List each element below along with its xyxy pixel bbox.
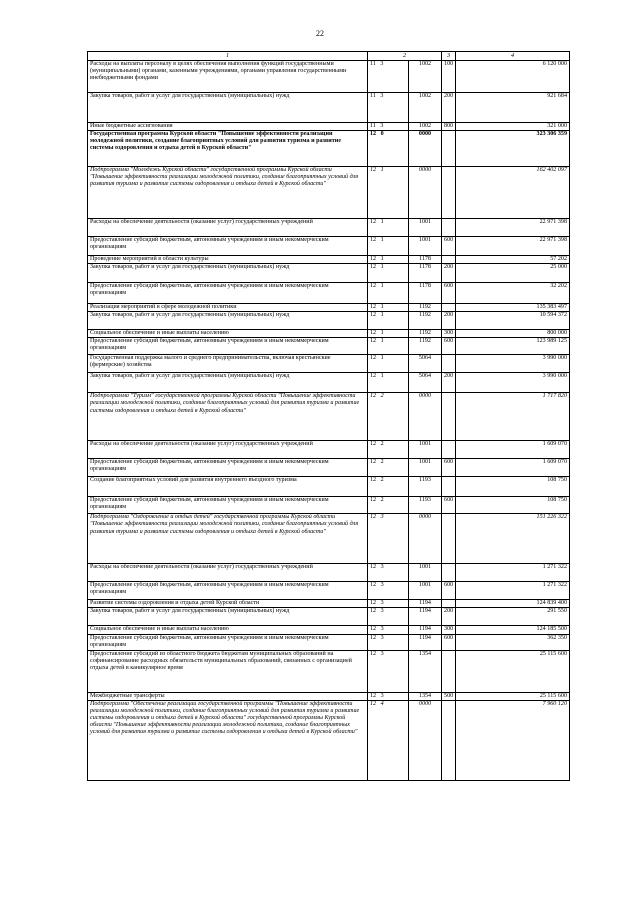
table-row (88, 123, 570, 131)
table-row (88, 61, 570, 93)
row-expense-type-cell (442, 219, 456, 237)
row-amount-cell: 7 960 120 (456, 700, 570, 780)
row-name-cell: Расходы на обеспечение деятельности (оказание услуг) государственных учреждений (88, 564, 368, 582)
row-program-code-cell: 12 1 (368, 264, 409, 283)
row-direction-code-cell: 1194 (409, 608, 442, 626)
row-direction-code-cell: 1354 (409, 650, 442, 692)
header-col-3: 3 (442, 52, 456, 61)
row-name-cell: Иные бюджетные ассигнования (88, 123, 368, 131)
row-amount-cell: 1 717 820 (456, 393, 570, 441)
row-expense-type-cell: 600 (442, 237, 456, 256)
table-row (88, 264, 570, 283)
row-name-cell: Закупка товаров, работ и услуг для государственных (муниципальных) нужд (88, 93, 368, 123)
budget-table (87, 51, 570, 781)
row-amount-cell: 22 971 398 (456, 219, 570, 237)
row-expense-type-cell: 200 (442, 264, 456, 283)
row-amount-cell: 6 120 000 (456, 61, 570, 93)
header-col-2: 2 (368, 52, 442, 61)
row-name-cell: Закупка товаров, работ и услуг для государственных (муниципальных) нужд (88, 264, 368, 283)
row-amount-cell: 32 202 (456, 283, 570, 304)
row-direction-code-cell: 1178 (409, 283, 442, 304)
table-row (88, 355, 570, 373)
row-name-cell: Социальное обеспечение и иные выплаты населению (88, 330, 368, 338)
row-amount-cell: 1 609 070 (456, 459, 570, 477)
row-program-code-cell: 12 1 (368, 312, 409, 330)
table-row (88, 304, 570, 312)
row-program-code-cell: 12 1 (368, 373, 409, 393)
row-program-code-cell: 12 1 (368, 167, 409, 219)
row-program-code-cell: 12 3 (368, 582, 409, 600)
row-name-cell: Подпрограмма "Обеспечение реализации государственной программы "Повышение эффективности реализации молодежной политики, создание благоприятных условий для развития туризма и развитие системы оздоровления и отдыха детей в Курской области" государственной программы Курской области "Повышение эффективности реализации молодежной политики, создание благоприятных условий для развития туризма и развитие системы оздоровления и отдыха детей в Курской области" (88, 700, 368, 780)
row-expense-type-cell: 200 (442, 312, 456, 330)
row-name-cell: Государственная программа Курской области "Повышение эффективности реализации молодежной политики, создание благоприятных условий для развития туризма и развитие системы оздоровления и отдыха детей в Курской области" (88, 131, 368, 167)
table-row (88, 459, 570, 477)
row-direction-code-cell: 1001 (409, 459, 442, 477)
row-expense-type-cell: 100 (442, 61, 456, 93)
row-program-code-cell: 12 4 (368, 700, 409, 780)
row-program-code-cell: 12 1 (368, 283, 409, 304)
row-name-cell: Государственная поддержка малого и среднего предпринимательства, включая крестьянские (фермерские) хозяйства (88, 355, 368, 373)
row-program-code-cell: 12 1 (368, 338, 409, 355)
row-direction-code-cell: 1002 (409, 93, 442, 123)
table-body (88, 61, 570, 781)
row-expense-type-cell (442, 304, 456, 312)
row-direction-code-cell: 1001 (409, 564, 442, 582)
page-number: 22 (316, 29, 324, 38)
row-direction-code-cell: 1001 (409, 237, 442, 256)
row-amount-cell: 135 383 497 (456, 304, 570, 312)
row-expense-type-cell: 600 (442, 497, 456, 514)
table-row (88, 393, 570, 441)
table-row (88, 256, 570, 264)
row-amount-cell: 323 306 359 (456, 131, 570, 167)
row-program-code-cell: 12 3 (368, 514, 409, 564)
row-expense-type-cell (442, 600, 456, 608)
table-row (88, 338, 570, 355)
row-program-code-cell: 12 1 (368, 219, 409, 237)
row-expense-type-cell: 600 (442, 338, 456, 355)
table-row (88, 167, 570, 219)
row-direction-code-cell: 1192 (409, 338, 442, 355)
table-row (88, 497, 570, 514)
row-name-cell: Закупка товаров, работ и услуг для государственных (муниципальных) нужд (88, 312, 368, 330)
row-name-cell: Межбюджетные трансферты (88, 692, 368, 700)
table-row (88, 373, 570, 393)
row-name-cell: Социальное обеспечение и иные выплаты населению (88, 626, 368, 634)
row-expense-type-cell: 300 (442, 626, 456, 634)
table-row (88, 237, 570, 256)
row-expense-type-cell (442, 256, 456, 264)
row-program-code-cell: 12 3 (368, 634, 409, 650)
row-amount-cell: 321 000 (456, 123, 570, 131)
table-row (88, 283, 570, 304)
row-amount-cell: 124 839 400 (456, 600, 570, 608)
row-amount-cell: 10 594 372 (456, 312, 570, 330)
row-direction-code-cell: 0000 (409, 514, 442, 564)
row-program-code-cell: 12 1 (368, 237, 409, 256)
row-name-cell: Предоставление субсидий бюджетным, автономным учреждениям и иным некоммерческим организациям (88, 283, 368, 304)
row-direction-code-cell: 1193 (409, 497, 442, 514)
row-program-code-cell: 12 2 (368, 477, 409, 497)
row-program-code-cell: 12 3 (368, 564, 409, 582)
row-amount-cell: 151 226 322 (456, 514, 570, 564)
row-direction-code-cell: 1192 (409, 312, 442, 330)
table-row (88, 650, 570, 692)
row-direction-code-cell: 1193 (409, 477, 442, 497)
row-name-cell: Подпрограмма "Молодежь Курской области" государственной программы Курской области "Повышение эффективности реализации молодежной политики, создание благоприятных условий для развития туризма и развитие системы оздоровления и отдыха детей в Курской области" (88, 167, 368, 219)
table-row (88, 441, 570, 459)
row-program-code-cell: 12 1 (368, 355, 409, 373)
row-program-code-cell: 12 3 (368, 692, 409, 700)
row-name-cell: Развитие системы оздоровления и отдыха детей Курской области (88, 600, 368, 608)
row-amount-cell: 25 115 600 (456, 650, 570, 692)
row-program-code-cell: 12 3 (368, 600, 409, 608)
row-name-cell: Закупка товаров, работ и услуг для государственных (муниципальных) нужд (88, 373, 368, 393)
row-program-code-cell: 12 1 (368, 256, 409, 264)
row-expense-type-cell (442, 650, 456, 692)
table-row (88, 219, 570, 237)
header-col-1: 1 (88, 52, 368, 61)
table-row (88, 477, 570, 497)
row-direction-code-cell: 0000 (409, 700, 442, 780)
row-expense-type-cell (442, 700, 456, 780)
row-direction-code-cell: 1178 (409, 264, 442, 283)
row-direction-code-cell: 0000 (409, 131, 442, 167)
row-expense-type-cell (442, 167, 456, 219)
row-program-code-cell: 12 1 (368, 304, 409, 312)
row-name-cell: Создание благоприятных условий для развития внутреннего въездного туризма (88, 477, 368, 497)
row-direction-code-cell: 1002 (409, 61, 442, 93)
row-name-cell: Предоставление субсидий бюджетным, автономным учреждениям и иным некоммерческим организациям (88, 634, 368, 650)
row-name-cell: Предоставление субсидий бюджетным, автономным учреждениям и иным некоммерческим организациям (88, 338, 368, 355)
row-amount-cell: 108 750 (456, 497, 570, 514)
row-amount-cell: 362 350 (456, 634, 570, 650)
row-amount-cell: 162 402 097 (456, 167, 570, 219)
row-direction-code-cell: 1194 (409, 600, 442, 608)
row-amount-cell: 800 000 (456, 330, 570, 338)
row-direction-code-cell: 1194 (409, 634, 442, 650)
table-row (88, 564, 570, 582)
row-amount-cell: 291 550 (456, 608, 570, 626)
row-amount-cell: 25 000 (456, 264, 570, 283)
row-program-code-cell: 12 1 (368, 330, 409, 338)
table-row (88, 700, 570, 780)
table-row (88, 131, 570, 167)
table-row (88, 692, 570, 700)
row-name-cell: Предоставление субсидий бюджетным, автономным учреждениям и иным некоммерческим организациям (88, 459, 368, 477)
row-expense-type-cell: 500 (442, 692, 456, 700)
row-expense-type-cell: 600 (442, 634, 456, 650)
row-expense-type-cell: 300 (442, 330, 456, 338)
row-expense-type-cell (442, 477, 456, 497)
row-amount-cell: 124 185 500 (456, 626, 570, 634)
table-row (88, 312, 570, 330)
row-program-code-cell: 11 3 (368, 61, 409, 93)
row-program-code-cell: 12 2 (368, 497, 409, 514)
table-row (88, 330, 570, 338)
row-direction-code-cell: 1001 (409, 441, 442, 459)
row-direction-code-cell: 1001 (409, 219, 442, 237)
row-program-code-cell: 12 0 (368, 131, 409, 167)
row-program-code-cell: 11 3 (368, 93, 409, 123)
row-amount-cell: 1 271 322 (456, 564, 570, 582)
row-expense-type-cell (442, 131, 456, 167)
row-expense-type-cell: 200 (442, 93, 456, 123)
row-program-code-cell: 12 2 (368, 393, 409, 441)
row-name-cell: Предоставление субсидий бюджетным, автономным учреждениям и иным некоммерческим организациям (88, 582, 368, 600)
row-program-code-cell: 12 2 (368, 459, 409, 477)
row-name-cell: Расходы на обеспечение деятельности (оказание услуг) государственных учреждений (88, 219, 368, 237)
row-name-cell: Подпрограмма "Туризм" государственной программы Курской области "Повышение эффективности реализации молодежной политики, создание благоприятных условий для развития туризма и развитие системы оздоровления и отдыха детей в Курской области" (88, 393, 368, 441)
row-name-cell: Предоставление субсидий из областного бюджета бюджетам муниципальных образований на софинансирование расходных обязательств муниципальных образований, связанных с организацией отдыха детей в каникулярное время (88, 650, 368, 692)
row-direction-code-cell: 1192 (409, 304, 442, 312)
row-name-cell: Закупка товаров, работ и услуг для государственных (муниципальных) нужд (88, 608, 368, 626)
row-amount-cell: 3 990 000 (456, 373, 570, 393)
row-expense-type-cell (442, 441, 456, 459)
row-amount-cell: 108 750 (456, 477, 570, 497)
row-amount-cell: 1 609 070 (456, 441, 570, 459)
row-name-cell: Расходы на обеспечение деятельности (оказание услуг) государственных учреждений (88, 441, 368, 459)
header-col-4: 4 (456, 52, 570, 61)
table-row (88, 626, 570, 634)
row-direction-code-cell: 0000 (409, 167, 442, 219)
row-expense-type-cell (442, 564, 456, 582)
row-program-code-cell: 12 3 (368, 608, 409, 626)
row-direction-code-cell: 1354 (409, 692, 442, 700)
row-amount-cell: 22 971 398 (456, 237, 570, 256)
row-name-cell: Проведение мероприятий в области культуры (88, 256, 368, 264)
row-name-cell: Предоставление субсидий бюджетным, автономным учреждениям и иным некоммерческим организациям (88, 237, 368, 256)
row-name-cell: Реализация мероприятий в сфере молодежной политики (88, 304, 368, 312)
row-direction-code-cell: 1194 (409, 626, 442, 634)
row-amount-cell: 1 271 322 (456, 582, 570, 600)
row-direction-code-cell: 0000 (409, 393, 442, 441)
row-program-code-cell: 12 2 (368, 441, 409, 459)
row-direction-code-cell: 5064 (409, 373, 442, 393)
row-expense-type-cell: 600 (442, 459, 456, 477)
row-program-code-cell: 12 3 (368, 626, 409, 634)
row-amount-cell: 921 684 (456, 93, 570, 123)
row-amount-cell: 57 202 (456, 256, 570, 264)
table-row (88, 600, 570, 608)
row-expense-type-cell (442, 514, 456, 564)
row-expense-type-cell: 600 (442, 582, 456, 600)
table-row (88, 93, 570, 123)
row-direction-code-cell: 1178 (409, 256, 442, 264)
row-amount-cell: 123 989 125 (456, 338, 570, 355)
table-row (88, 582, 570, 600)
row-direction-code-cell: 1192 (409, 330, 442, 338)
row-name-cell: Подпрограмма "Оздоровление и отдых детей" государственной программы Курской области "Повышение эффективности реализации молодежной политики, создание благоприятных условий для развития туризма и развитие системы оздоровления и отдыха детей в Курской области" (88, 514, 368, 564)
row-expense-type-cell: 600 (442, 283, 456, 304)
row-expense-type-cell: 800 (442, 123, 456, 131)
row-amount-cell: 3 990 000 (456, 355, 570, 373)
row-amount-cell: 25 115 600 (456, 692, 570, 700)
row-name-cell: Предоставление субсидий бюджетным, автономным учреждениям и иным некоммерческим организациям (88, 497, 368, 514)
row-expense-type-cell (442, 393, 456, 441)
row-direction-code-cell: 1002 (409, 123, 442, 131)
table-row (88, 634, 570, 650)
row-direction-code-cell: 5064 (409, 355, 442, 373)
row-expense-type-cell: 200 (442, 373, 456, 393)
row-direction-code-cell: 1001 (409, 582, 442, 600)
row-program-code-cell: 11 3 (368, 123, 409, 131)
row-program-code-cell: 12 3 (368, 650, 409, 692)
table-row (88, 608, 570, 626)
table-row (88, 514, 570, 564)
row-expense-type-cell: 200 (442, 608, 456, 626)
table-header-row (88, 52, 570, 61)
row-expense-type-cell (442, 355, 456, 373)
row-name-cell: Расходы на выплаты персоналу в целях обеспечения выполнения функций государственными (муниципальными) органами, казенными учреждениями, органами управления государственными внебюджетными фондами (88, 61, 368, 93)
